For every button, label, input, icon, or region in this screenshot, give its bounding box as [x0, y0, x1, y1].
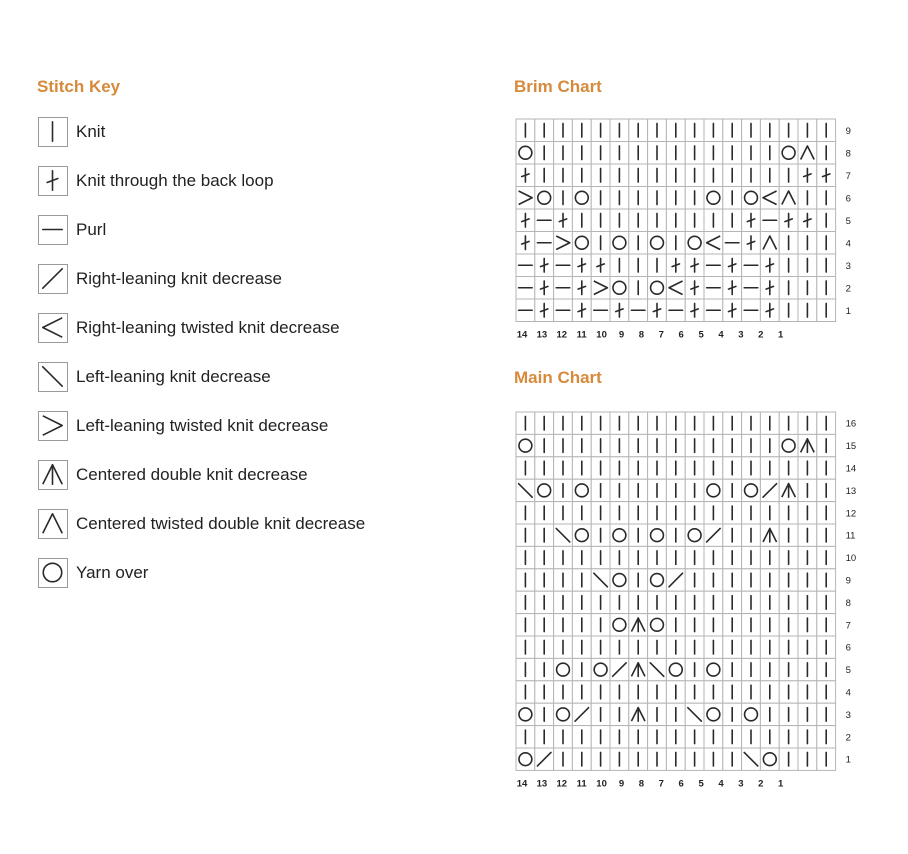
yarn-over-icon	[38, 558, 68, 588]
column-number-label: 6	[678, 329, 684, 341]
left-leaning-decrease-icon	[38, 362, 68, 392]
column-number-label: 5	[698, 329, 704, 341]
row-number-label: 11	[845, 530, 856, 542]
chart-cell	[760, 232, 779, 255]
stitch-key-item	[38, 312, 340, 344]
row-number-label: 7	[845, 170, 851, 182]
row-number-label: 3	[845, 260, 851, 272]
stitch-key-label: Centered twisted double knit decrease	[76, 514, 366, 533]
stitch-key-item	[38, 263, 282, 295]
row-number-label: 6	[845, 642, 851, 654]
column-number-label: 13	[536, 778, 548, 788]
column-number-label: 4	[718, 778, 724, 788]
column-number-label: 12	[556, 329, 568, 341]
centered-double-decrease-icon	[38, 460, 68, 490]
purl-symbol-icon	[38, 215, 68, 245]
row-number-label: 2	[845, 283, 851, 295]
row-number-label: 7	[845, 620, 851, 632]
stitch-key-item	[38, 410, 328, 442]
row-number-label: 2	[845, 732, 851, 744]
knit-symbol-icon	[38, 117, 68, 147]
right-leaning-decrease-icon	[38, 264, 68, 294]
row-number-label: 9	[845, 125, 851, 137]
column-number-label: 12	[556, 778, 568, 788]
stitch-key-label: Left-leaning knit decrease	[76, 367, 271, 386]
left-leaning-twisted-decrease-icon	[38, 411, 68, 441]
row-number-label: 14	[845, 463, 857, 475]
column-number-label: 3	[738, 778, 744, 788]
row-number-label: 4	[845, 687, 851, 699]
column-number-label: 2	[758, 329, 764, 341]
knit-tbl-symbol-icon	[38, 166, 68, 196]
stitch-key-label: Knit through the back loop	[76, 171, 274, 190]
column-number-label: 10	[596, 329, 607, 341]
stitch-key-label: Purl	[76, 220, 107, 239]
stitch-key-item	[38, 557, 148, 589]
stitch-key-label: Yarn over	[76, 563, 149, 582]
chart-cell	[779, 187, 798, 210]
main-chart-title: Main Chart	[514, 368, 602, 387]
right-leaning-twisted-decrease-icon	[38, 313, 68, 343]
row-number-label: 1	[845, 754, 851, 766]
stitch-key-item	[38, 361, 271, 393]
row-number-label: 12	[845, 508, 857, 520]
stitch-key-label: Left-leaning twisted knit decrease	[76, 416, 329, 435]
row-number-label: 8	[845, 148, 851, 160]
column-number-label: 5	[698, 778, 704, 788]
column-number-label: 3	[738, 329, 744, 341]
column-number-label: 13	[536, 329, 548, 341]
column-number-label: 14	[516, 329, 528, 341]
stitch-key-label: Centered double knit decrease	[76, 465, 308, 484]
row-number-label: 6	[845, 193, 851, 205]
row-number-label: 13	[845, 485, 857, 497]
column-number-label: 6	[678, 778, 684, 788]
column-number-label: 8	[638, 329, 645, 341]
row-number-label: 10	[845, 553, 857, 565]
column-number-label: 7	[658, 329, 664, 341]
centered-twisted-double-decrease-icon	[38, 509, 68, 539]
row-number-label: 5	[845, 665, 851, 677]
column-number-label: 9	[618, 778, 625, 788]
column-number-label: 14	[516, 778, 528, 788]
main-chart	[512, 408, 857, 788]
stitch-key-label: Right-leaning twisted knit decrease	[76, 318, 340, 337]
row-number-label: 15	[845, 441, 857, 453]
row-number-label: 9	[845, 575, 851, 587]
stitch-key-label: Right-leaning knit decrease	[76, 269, 283, 288]
brim-chart	[512, 115, 857, 347]
row-number-label: 1	[845, 305, 851, 317]
stitch-key-label: Knit	[76, 122, 106, 141]
stitch-key-item	[38, 116, 105, 148]
row-number-label: 16	[845, 418, 857, 430]
column-number-label: 10	[596, 778, 607, 788]
stitch-key-item	[38, 214, 106, 246]
row-number-label: 4	[845, 238, 851, 250]
stitch-key-item	[38, 459, 308, 491]
column-number-label: 1	[778, 329, 784, 341]
column-number-label: 11	[576, 778, 587, 788]
column-number-label: 7	[658, 778, 664, 788]
column-number-label: 1	[778, 778, 784, 788]
brim-chart-title: Brim Chart	[514, 77, 602, 96]
column-number-label: 4	[718, 329, 724, 341]
row-number-label: 3	[845, 709, 851, 721]
stitch-key-item	[38, 508, 365, 540]
column-number-label: 8	[638, 778, 645, 788]
column-number-label: 11	[576, 329, 587, 341]
row-number-label: 5	[845, 215, 851, 227]
chart-cell	[798, 142, 817, 165]
stitch-key-item	[38, 165, 274, 197]
column-number-label: 2	[758, 778, 764, 788]
row-number-label: 8	[845, 597, 851, 609]
column-number-label: 9	[618, 329, 625, 341]
stitch-key-title: Stitch Key	[37, 77, 121, 96]
